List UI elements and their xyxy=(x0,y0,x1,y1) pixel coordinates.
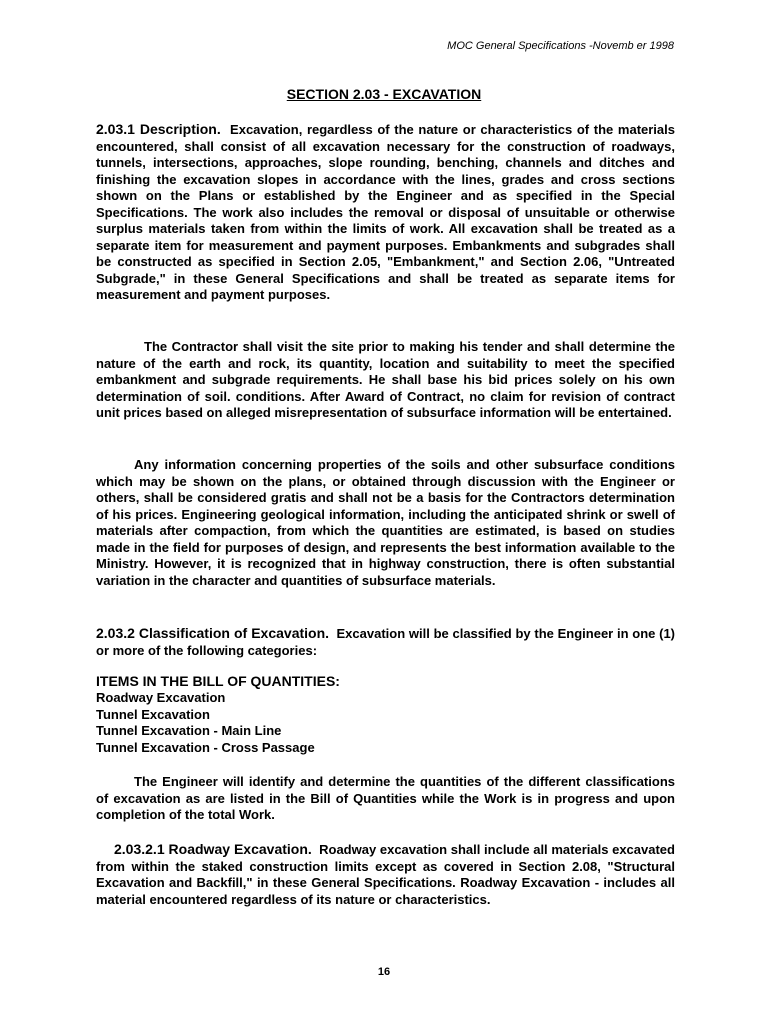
paragraph-lead-roadway: 2.03.2.1 Roadway Excavation. xyxy=(114,841,312,857)
paragraph-classification xyxy=(96,625,675,659)
paragraph-description xyxy=(96,121,675,304)
page-number: 16 xyxy=(377,966,391,978)
list-item: Roadway Excavation xyxy=(96,690,226,705)
paragraph-site-visit-text: The Contractor shall visit the site prior to making his tender and shall determine the nature of the earth and rock, its quantity, location and suitability to meet the specified embankment and subgrade requirements. He shall base his bid prices solely on his own determination of soil. conditions. After Award of Contract, no claim for revision of contract unit prices based on alleged misrepresentation of subsurface information will be entertained. xyxy=(96,339,675,420)
section-title xyxy=(0,86,768,102)
paragraph-engineer-identify xyxy=(96,774,675,824)
paragraph-lead-description: 2.03.1 Description. xyxy=(96,121,221,137)
section-title-text: SECTION 2.03 - EXCAVATION xyxy=(286,86,482,102)
paragraph-engineer-identify-text: The Engineer will identify and determine the quantities of the different classifications of excavation as are listed in the Bill of Quantities while the Work is in progress and upon completion of the total Work. xyxy=(96,774,675,822)
items-heading: ITEMS IN THE BILL OF QUANTITIES: xyxy=(96,673,340,689)
paragraph-lead-classification: 2.03.2 Classification of Excavation. xyxy=(96,625,330,641)
paragraph-subsurface-info xyxy=(96,457,675,589)
paragraph-roadway-excavation xyxy=(96,841,675,908)
paragraph-body-roadway: Roadway excavation shall include all materials excavated from within the staked construction limits except as covered in Section 2.08, "Structural Excavation and Backfill," in these General Specifications. Roadway Excavation - includes all material encountered regardless of its nature or characteristics. xyxy=(96,842,675,907)
list-item: Tunnel Excavation - Main Line xyxy=(96,723,282,738)
list-item: Tunnel Excavation xyxy=(96,706,210,722)
bill-of-quantities-list xyxy=(96,690,315,756)
list-item: Tunnel Excavation - Cross Passage xyxy=(96,739,315,755)
paragraph-body-description: Excavation, regardless of the nature or characteristics of the materials encountered, shall consist of all excavation necessary for the construction of roadways, tunnels, intersections, approaches, slope rounding, benching, channels and ditches and finishing the excavation slopes in accordance with the lines, grades and cross sections shown on the Plans or established by the Engineer and as specified in the Special Specifications. The work also includes the removal or disposal of unsuitable or otherwise surplus materials taken from within the limits of work. All excavation shall be treated as a separate item for measurement and payment purposes. Embankments and subgrades shall be constructed as specified in Section 2.05, "Embankment," and Section 2.06, "Untreated Subgrade," in these General Specifications and shall be treated as separate items for measurement and payment purposes. xyxy=(96,122,675,302)
paragraph-subsurface-info-text: Any information concerning properties of the soils and other subsurface conditions which may be shown on the plans, or obtained through discussion with the Engineer or others, shall be considered gratis and shall not be a basis for the Contractors determination of his prices. Engineering geological information, including the anticipated shrink or swell of materials after compaction, from which the quantities are estimated, is based on studies made in the field for purposes of design, and represents the best information available to the Ministry. However, it is recognized that in highway construction, there is often substantial variation in the character and quantities of subsurface materials. xyxy=(96,457,675,588)
paragraph-site-visit xyxy=(96,339,675,422)
running-header: MOC General Specifications -Novemb er 1998 xyxy=(447,40,674,52)
paragraph-body-classification: Excavation will be classified by the Engineer in one (1) or more of the following categories: xyxy=(96,626,676,658)
